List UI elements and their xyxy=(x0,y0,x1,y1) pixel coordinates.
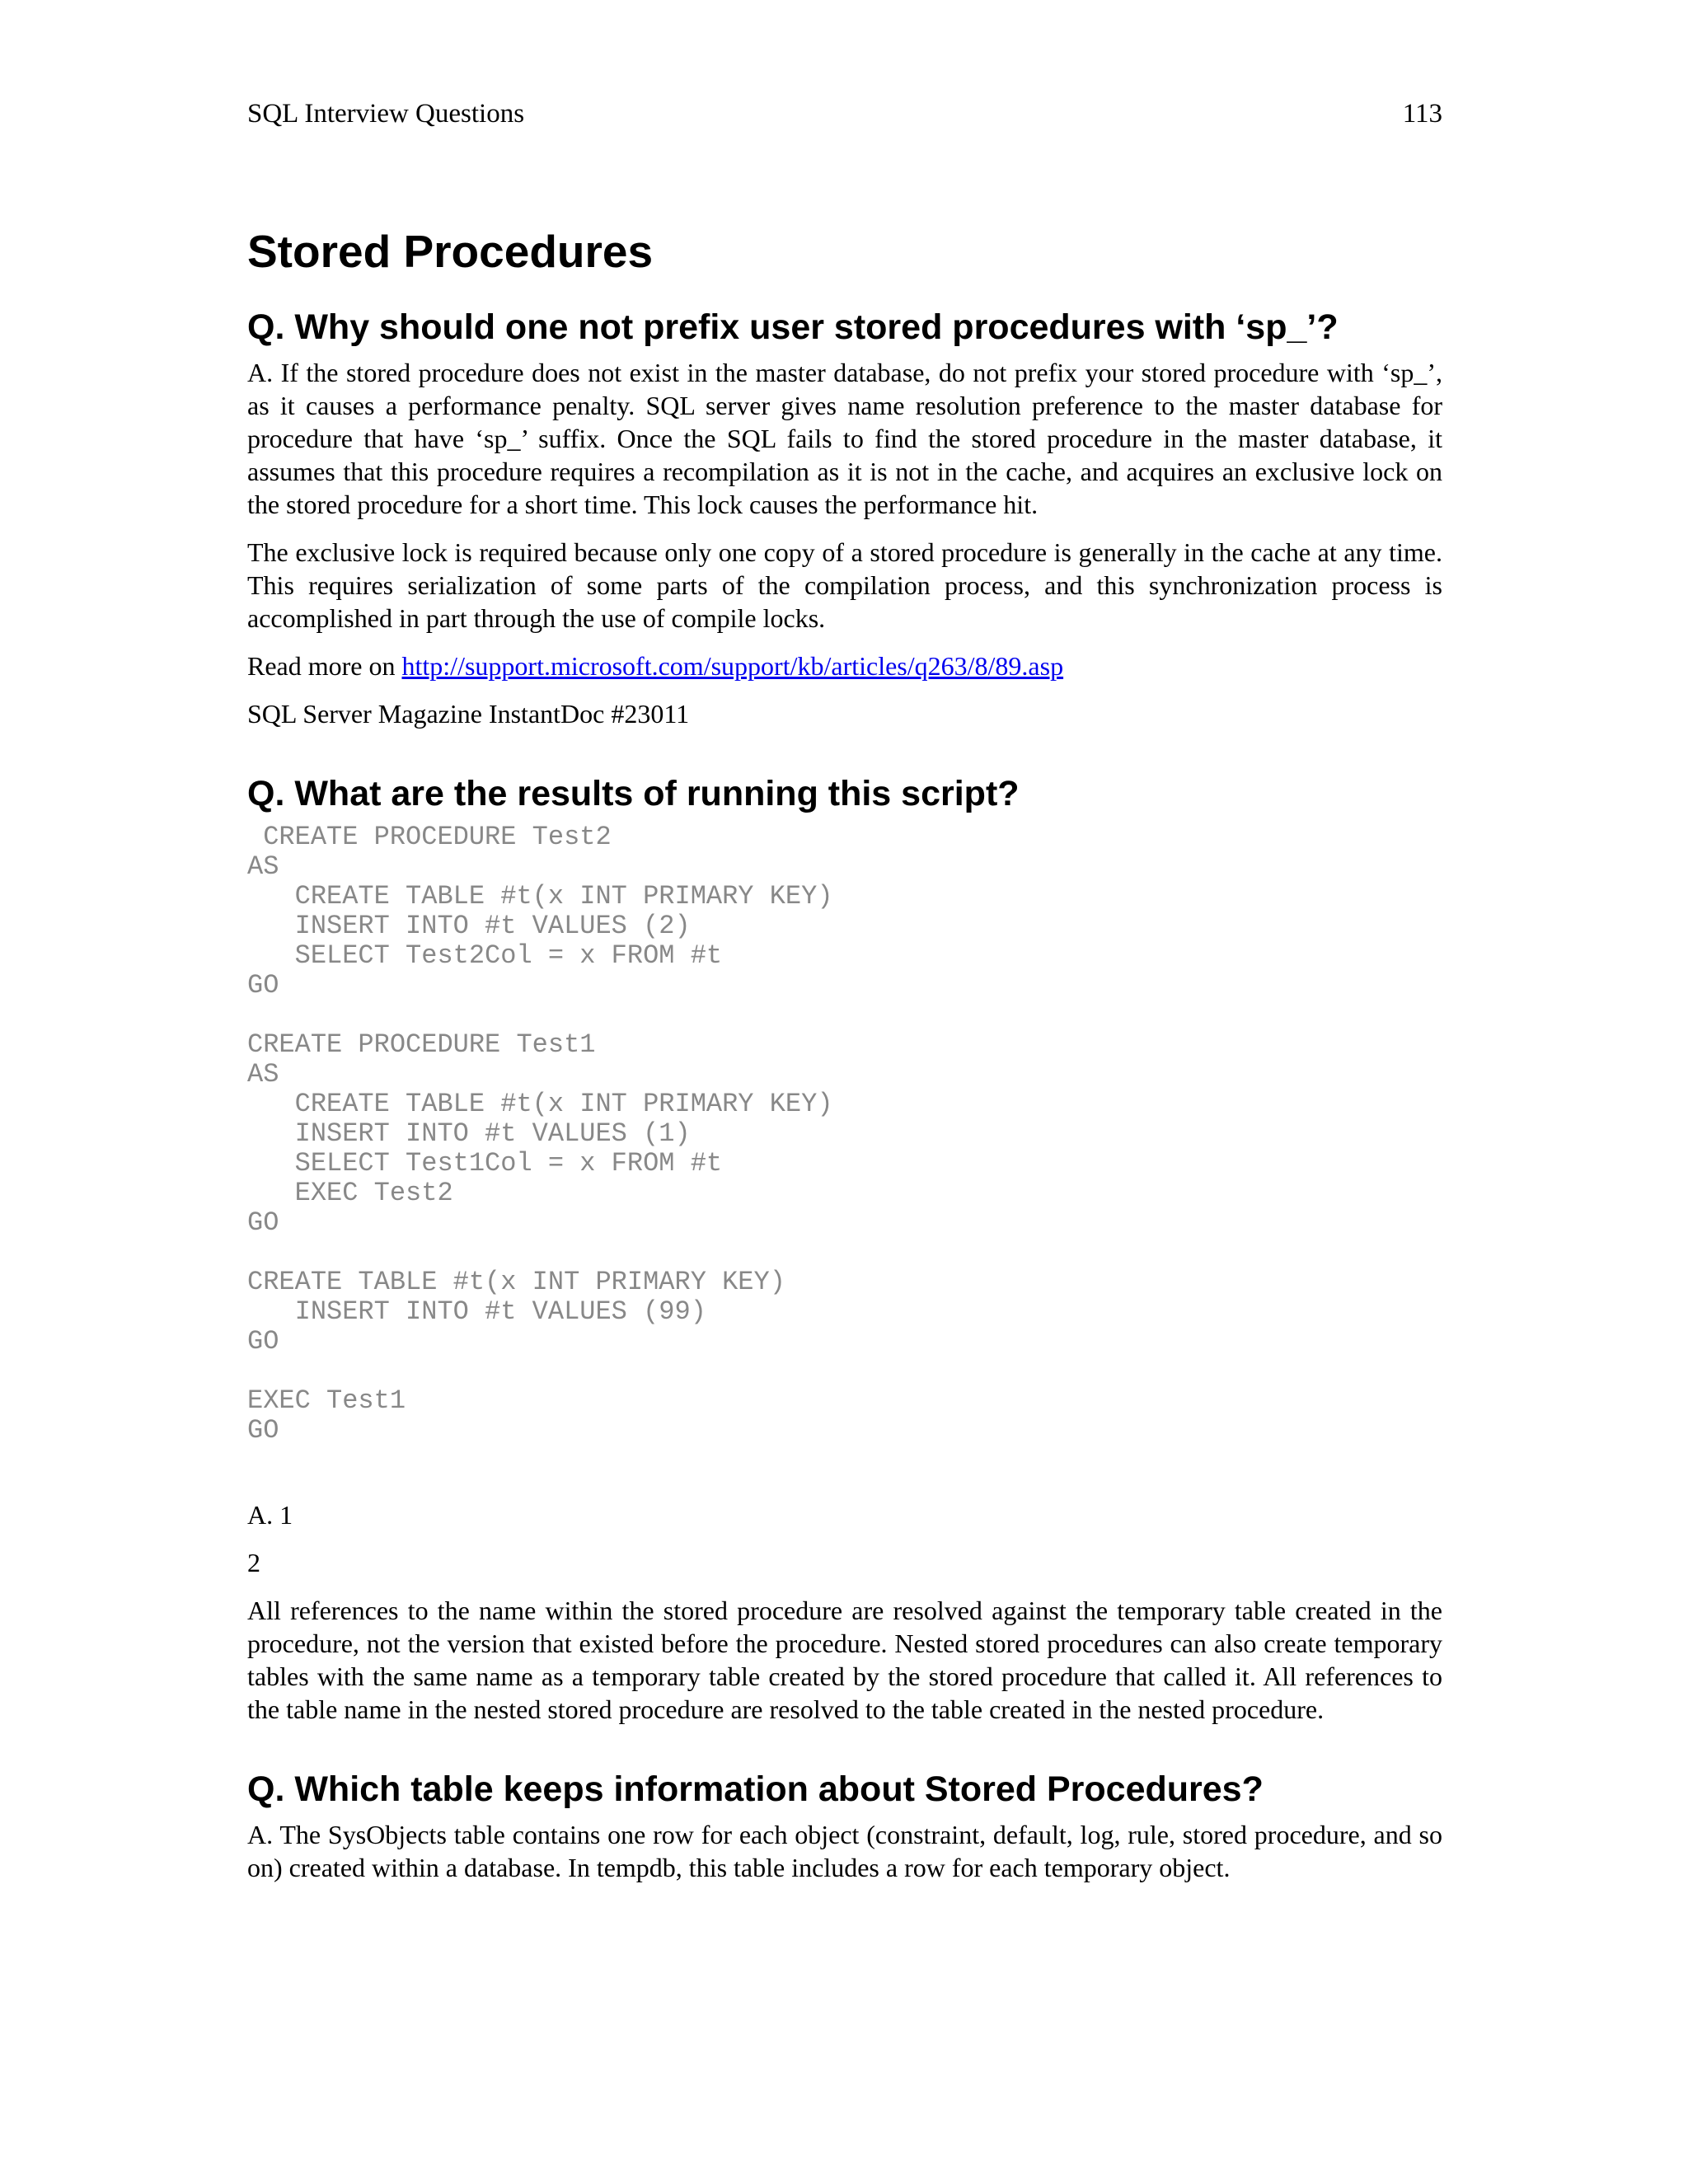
question-3-heading: Q. Which table keeps information about Stored Procedures? xyxy=(247,1769,1264,1809)
question-1-heading: Q. Why should one not prefix user stored procedures with ‘sp_’? xyxy=(247,307,1339,347)
support-article-link[interactable]: http://support.microsoft.com/support/kb/articles/q263/8/89.asp xyxy=(401,651,1064,681)
read-more-prefix: Read more on xyxy=(247,651,402,681)
magazine-reference: SQL Server Magazine InstantDoc #23011 xyxy=(247,699,690,729)
sql-script-code-block: CREATE PROCEDURE Test2 AS CREATE TABLE #t(x INT PRIMARY KEY) INSERT INTO #t VALUES (2) SELECT Test2Col = x FROM #t GO CREATE PROCEDURE Test1 AS CREATE TABLE #t(x INT PRIMARY KEY) INSERT INTO #t VALUES (1) SELECT Test1Col = x FROM #t EXEC Test2 GO CREATE TABLE #t(x INT PRIMARY KEY) INSERT INTO #t VALUES (99) GO EXEC Test1 GO xyxy=(247,822,833,1446)
page-header xyxy=(247,96,1442,132)
page-number: 113 xyxy=(1402,99,1442,129)
question-2-answer-line-1: A. 1 xyxy=(247,1500,293,1530)
question-1-answer-paragraph-2: The exclusive lock is required because only one copy of a stored procedure is generally in the cache at any time. This requires serialization of some parts of the compilation process, and this synchronization process is accomplished in part through the use of compile locks. xyxy=(247,537,1442,633)
question-2-answer-line-2: 2 xyxy=(247,1548,260,1577)
question-1-answer-paragraph-1: A. If the stored procedure does not exist in the master database, do not prefix your stored procedure with ‘sp_’, as it causes a performance penalty. SQL server gives name resolution preference to the master database for procedure that have ‘sp_’ suffix. Once the SQL fails to find the stored procedure in the master database, it assumes that this procedure requires a recompilation as it is not in the cache, and acquires an exclusive lock on the stored procedure for a short time. This lock causes the performance hit. xyxy=(247,358,1442,519)
question-2-heading: Q. What are the results of running this script? xyxy=(247,774,1020,813)
running-title: SQL Interview Questions xyxy=(247,99,525,129)
chapter-title: Stored Procedures xyxy=(247,226,654,277)
question-2-explanation: All references to the name within the stored procedure are resolved against the temporary table created in the procedure, not the version that existed before the procedure. Nested stored procedures can also create temporary tables with the same name as a temporary table created by the stored procedure that called it. All references to the table name in the nested stored procedure are resolved to the table created in the nested procedure. xyxy=(247,1596,1442,1724)
question-3-answer: A. The SysObjects table contains one row for each object (constraint, default, log, rule, stored procedure, and so on) created within a database. In tempdb, this table includes a row for each temporary object. xyxy=(247,1820,1442,1882)
page-content xyxy=(247,223,1442,1899)
read-more-line xyxy=(247,649,1442,682)
